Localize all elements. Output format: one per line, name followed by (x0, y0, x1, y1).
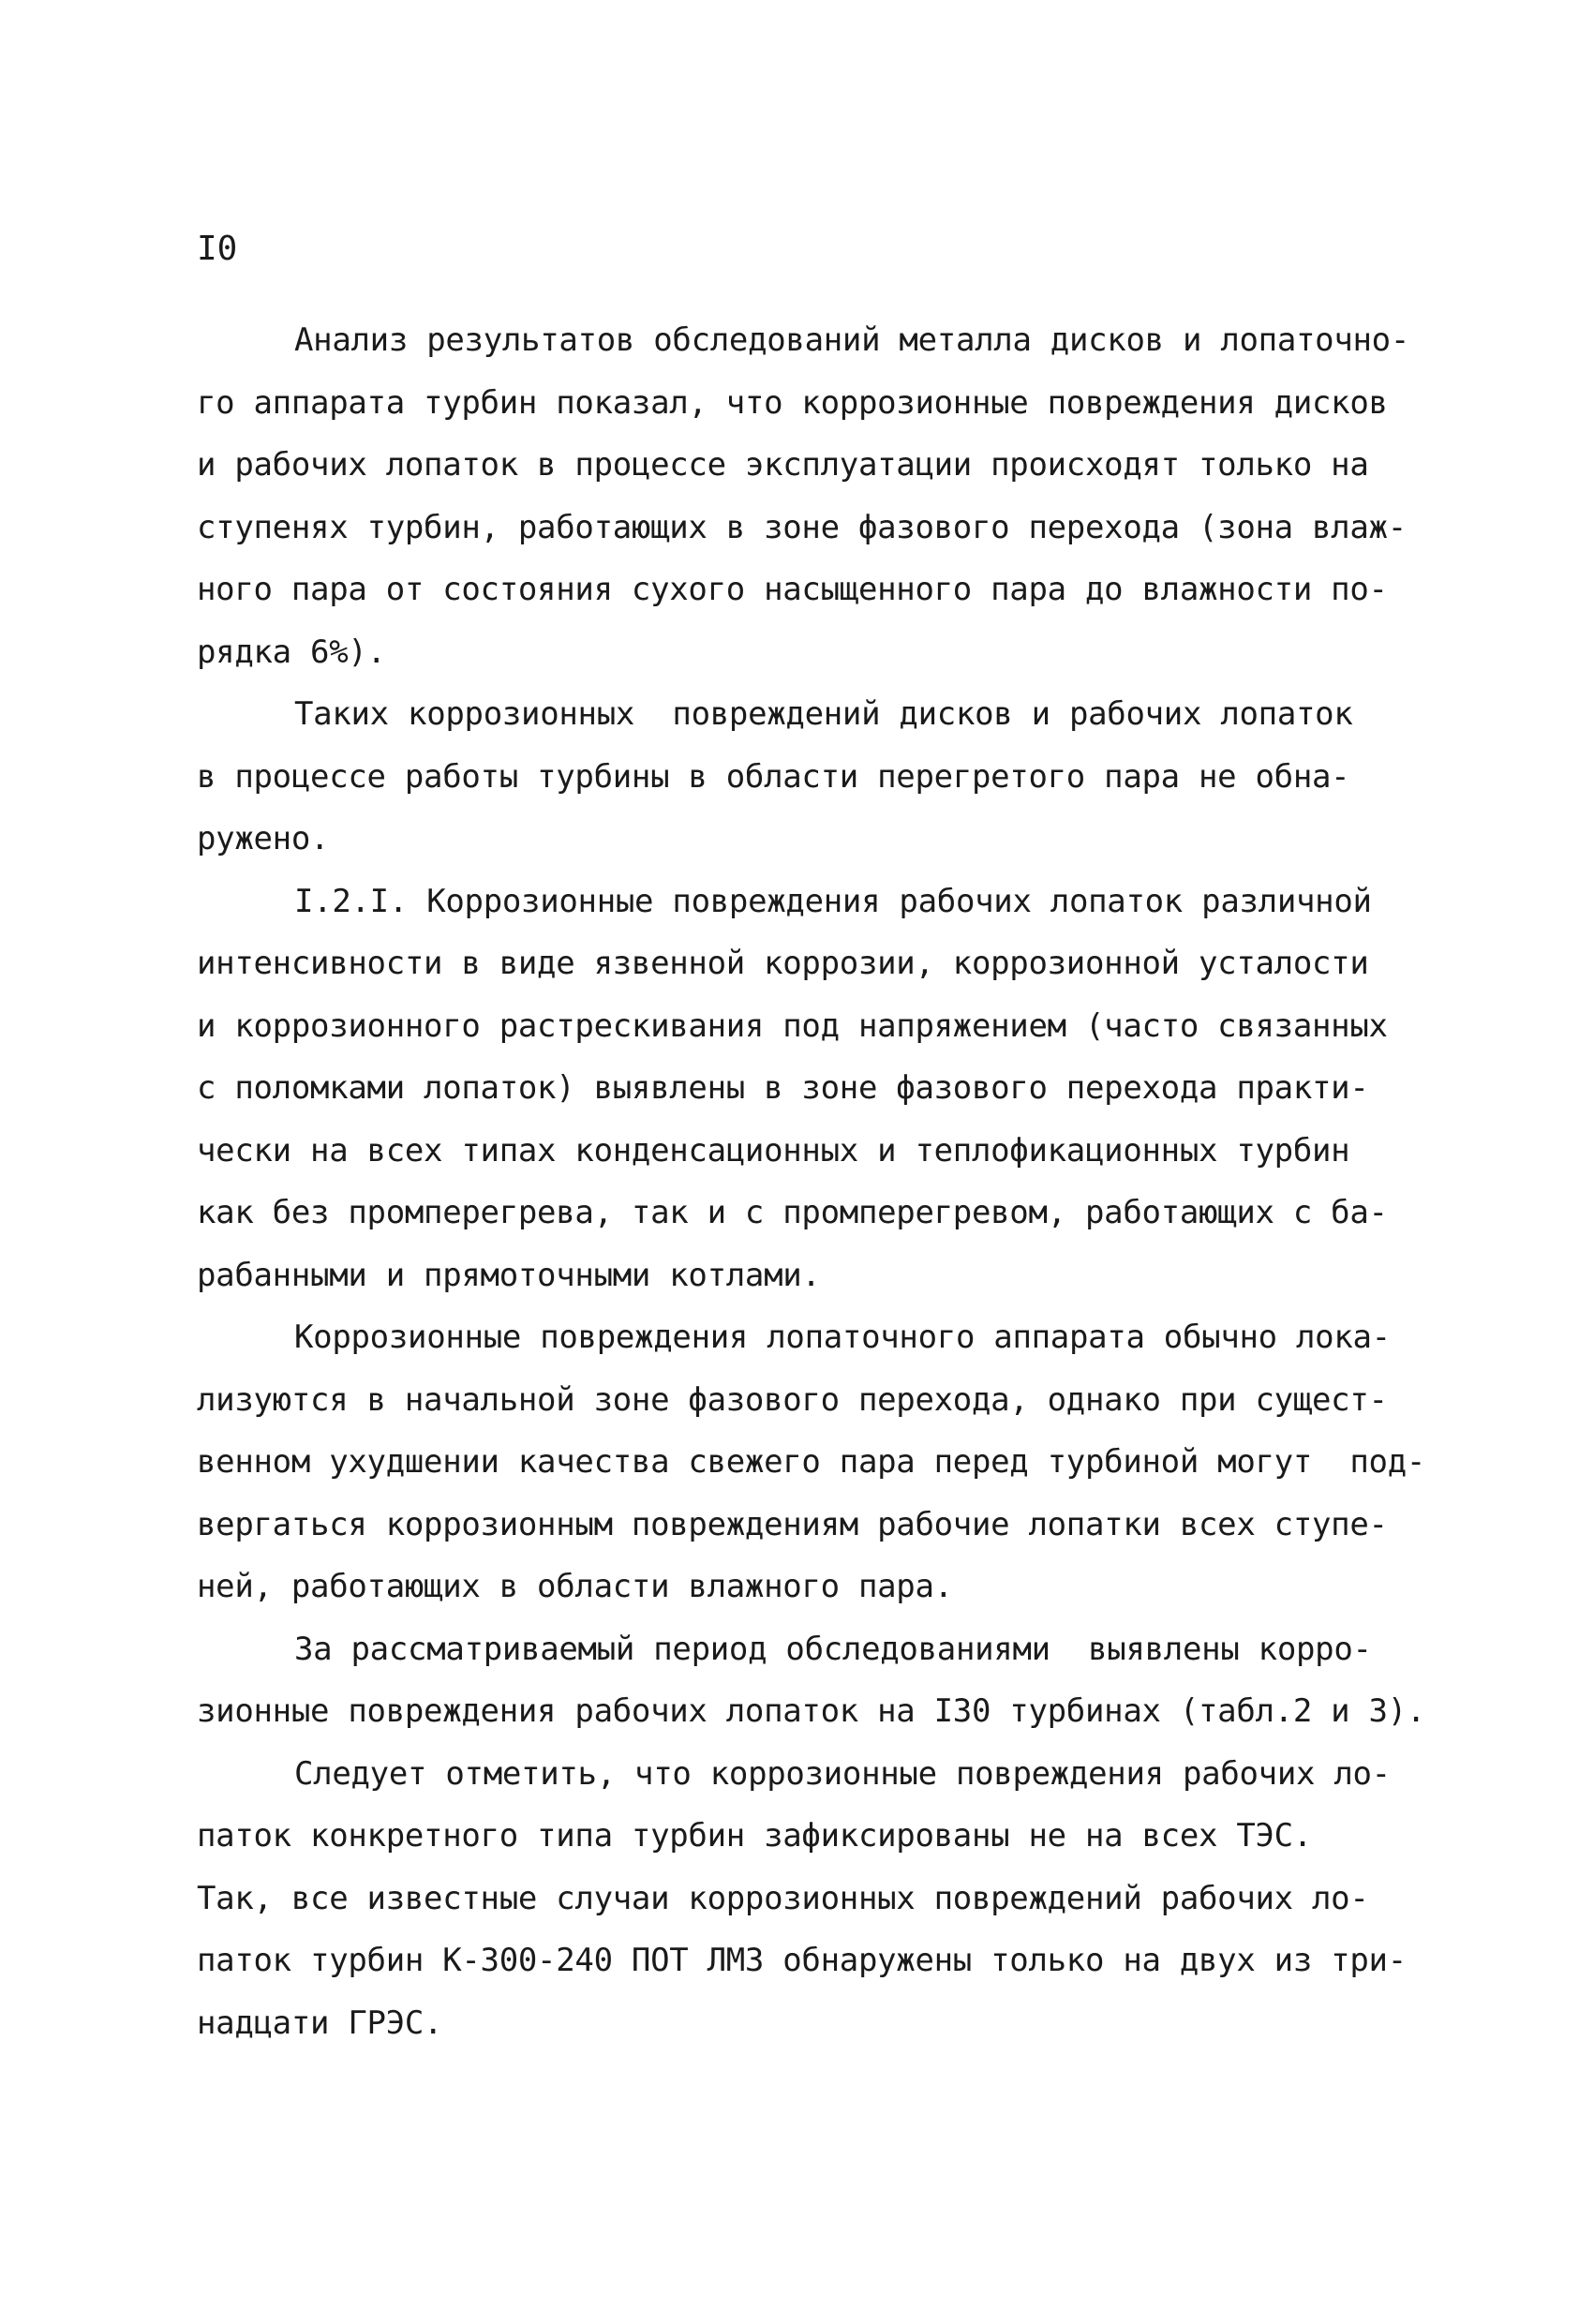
text-line: паток турбин К-300-240 ПОТ ЛМЗ обнаружены только на двух из три- (197, 1942, 1407, 1979)
document-body (197, 309, 1434, 2054)
text-line: и коррозионного растрескивания под напряжением (часто связанных (197, 1006, 1388, 1045)
text-line: лизуются в начальной зоне фазового перехода, однако при сущест- (197, 1380, 1388, 1419)
text-line: чески на всех типах конденсационных и теплофикационных турбин (197, 1131, 1350, 1169)
text-line: и рабочих лопаток в процессе эксплуатации происходят только на (197, 446, 1369, 484)
section-heading-line: I.2.I. Коррозионные повреждения рабочих лопаток различной (294, 882, 1372, 920)
text-line: как без промперегрева, так и с промперегревом, работающих с ба- (197, 1194, 1388, 1231)
text-line: с поломками лопаток) выявлены в зоне фазового перехода практи- (197, 1069, 1369, 1107)
text-line: рабанными и прямоточными котлами. (197, 1256, 821, 1294)
text-line: ного пара от состояния сухого насыщенного пара до влажности по- (197, 571, 1388, 608)
text-line: ступенях турбин, работающих в зоне фазового перехода (зона влаж- (197, 508, 1407, 546)
text-line: Следует отметить, что коррозионные повреждения рабочих ло- (294, 1754, 1391, 1793)
text-line: Так, все известные случаи коррозионных повреждений рабочих ло- (197, 1879, 1369, 1917)
text-line: паток конкретного типа турбин зафиксированы не на всех ТЭС. (197, 1817, 1313, 1855)
text-line: ружено. (197, 820, 330, 857)
text-line: ней, работающих в области влажного пара. (197, 1568, 953, 1605)
text-line: Анализ результатов обследований металла дисков и лопаточно- (294, 321, 1410, 359)
text-line: Коррозионные повреждения лопаточного аппарата обычно лока- (294, 1318, 1391, 1356)
text-line: интенсивности в виде язвенной коррозии, коррозионной усталости (197, 945, 1369, 982)
text-line: надцати ГРЭС. (197, 2004, 443, 2042)
text-line: го аппарата турбин показал, что коррозионные повреждения дисков (197, 383, 1388, 422)
text-line: зионные повреждения рабочих лопаток на I30 турбинах (табл.2 и 3). (197, 1692, 1426, 1730)
page-number: I0 (197, 230, 238, 268)
text-line: рядка 6%). (197, 633, 386, 671)
text-line: в процессе работы турбины в области перегретого пара не обна- (197, 757, 1350, 796)
text-line: Таких коррозионных повреждений дисков и рабочих лопаток (294, 695, 1353, 733)
text-line: венном ухудшении качества свежего пара перед турбиной могут под- (197, 1443, 1426, 1481)
text-line: За рассматриваемый период обследованиями выявлены корро- (294, 1630, 1372, 1668)
text-line: вергаться коррозионным повреждениям рабочие лопатки всех ступе- (197, 1505, 1388, 1543)
